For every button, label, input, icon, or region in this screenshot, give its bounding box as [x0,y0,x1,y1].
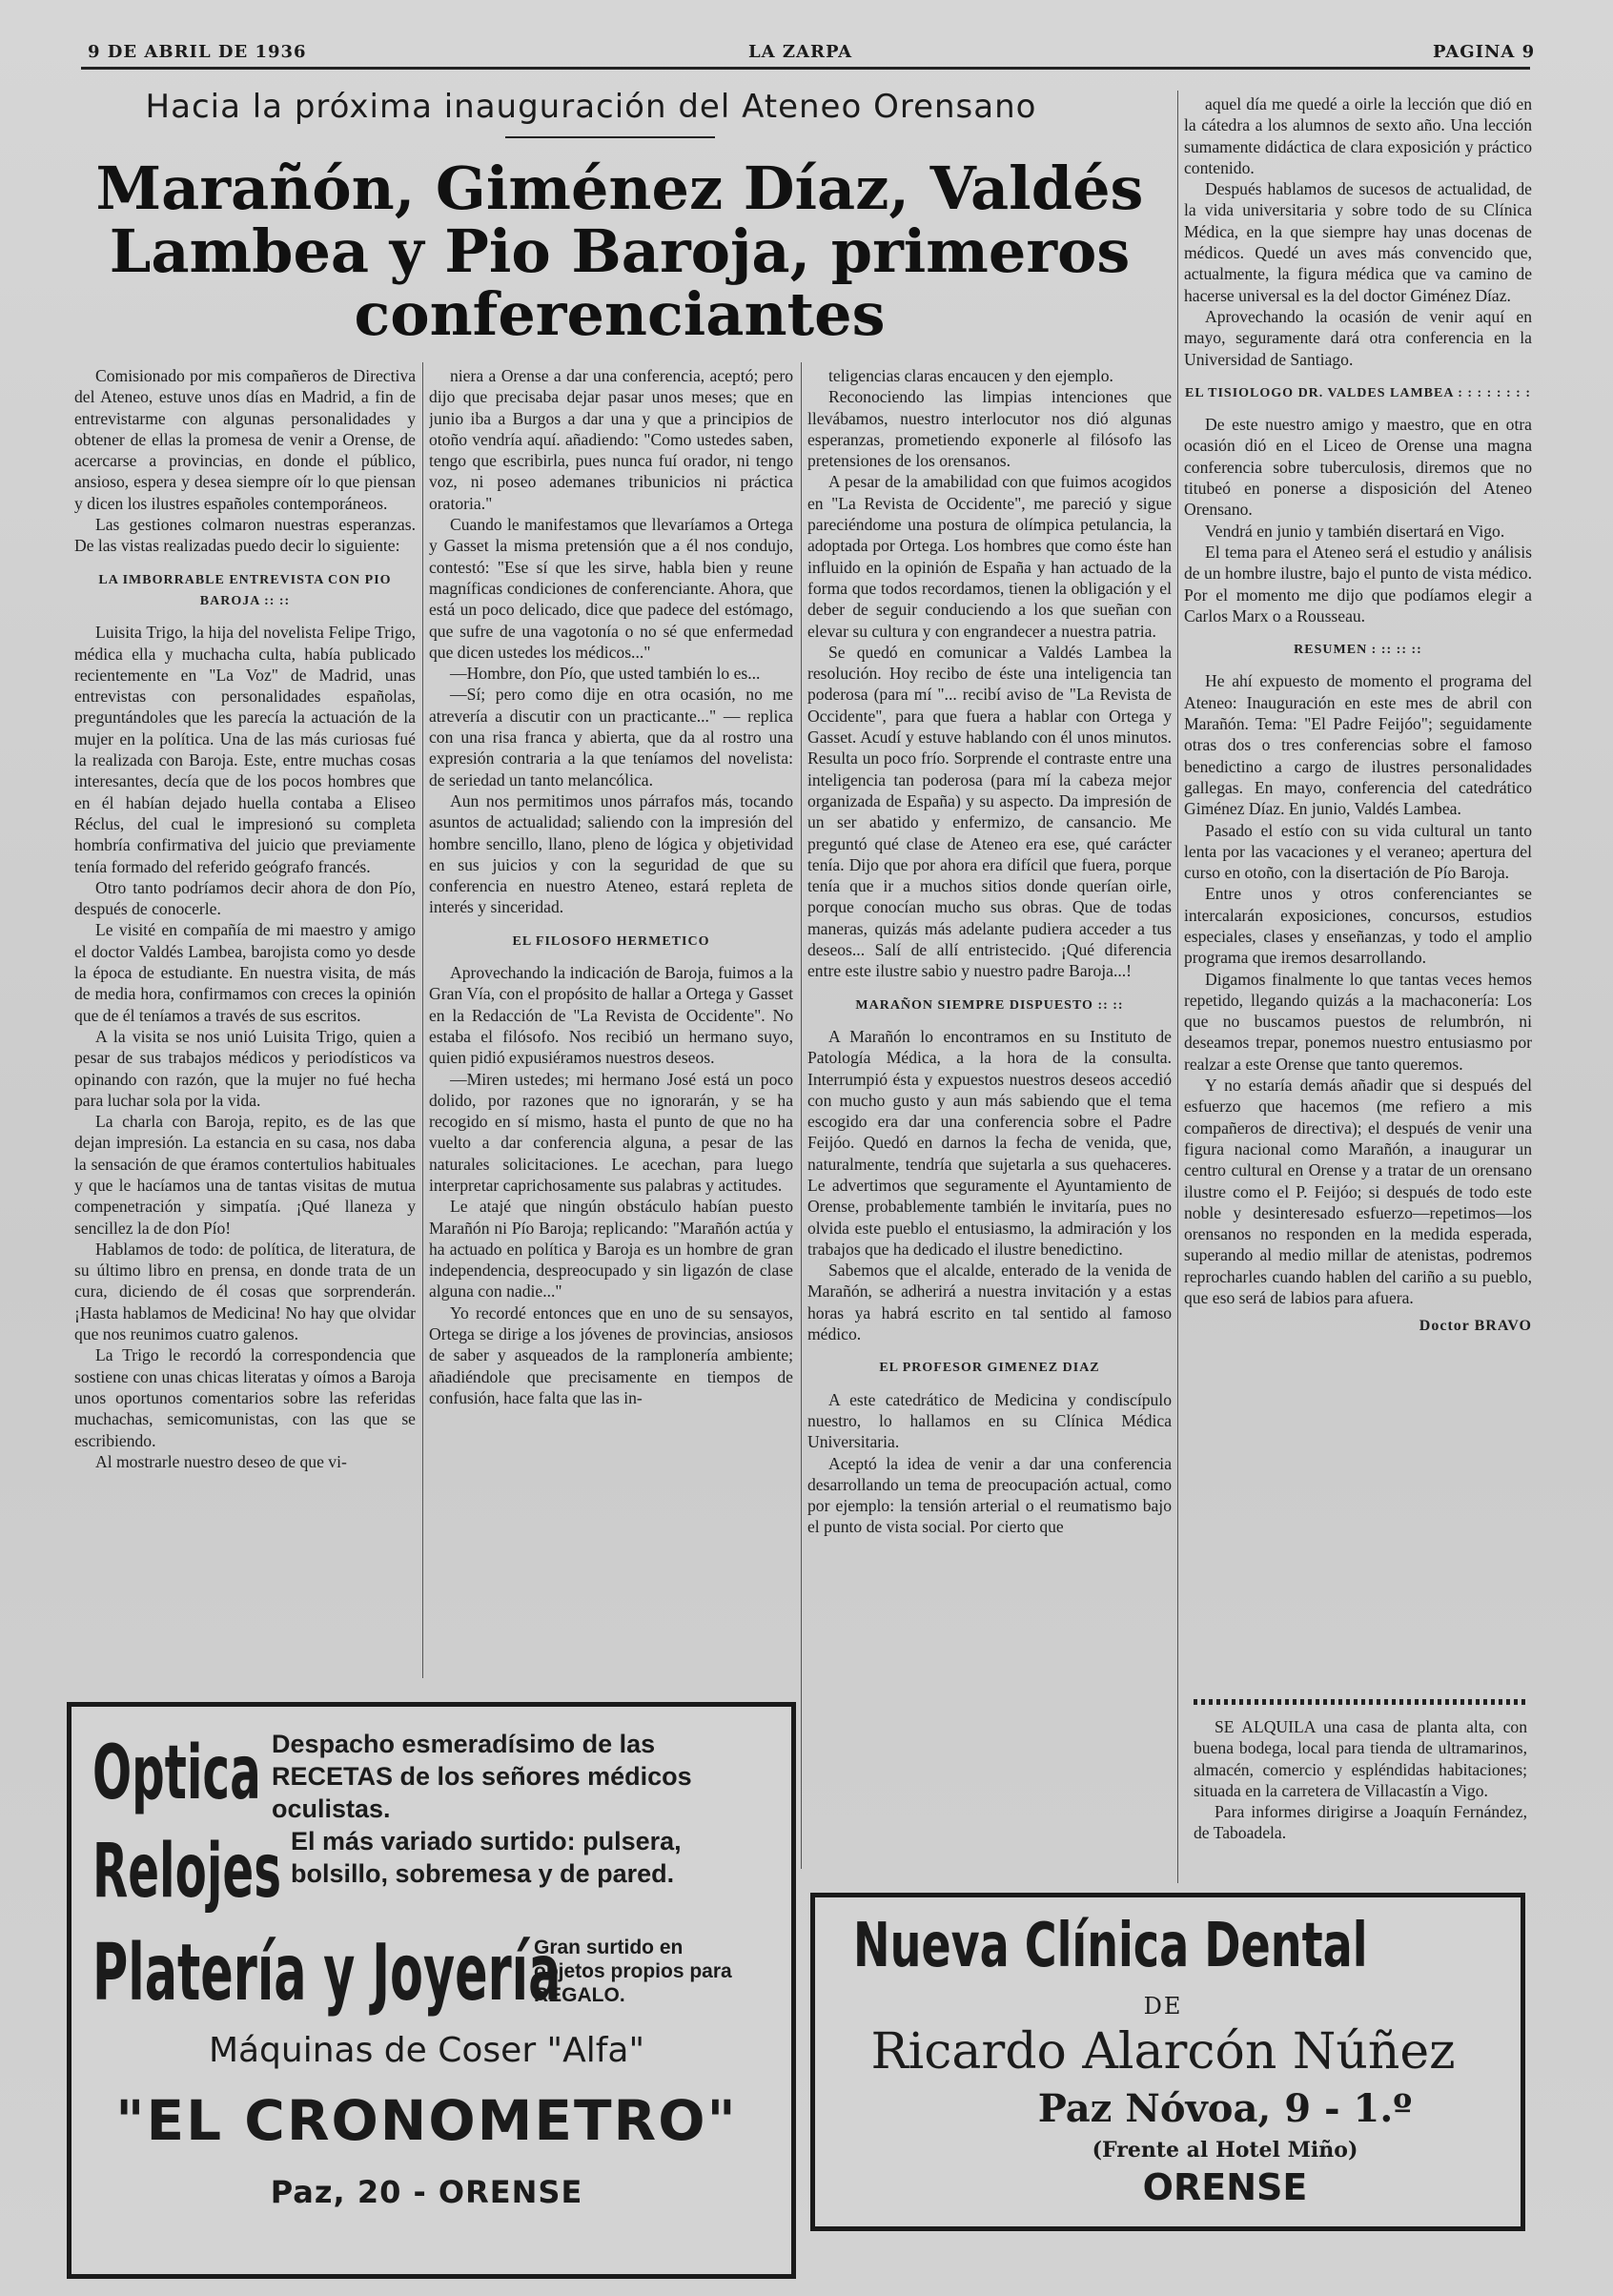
subheading-filosofo: EL FILOSOFO HERMETICO [512,933,710,949]
paragraph: Cuando le manifestamos que llevaríamos a Ortega y Gasset la misma pretensión que a él nos condujo, contestó: "Ese sí que les sirve, habla bien y reune magníficas condiciones de conferenciante. Ahora, que está un poco delicado, dice que padece del estómago, que sufre de una vagotonía o no sé que enfermedad que dicen ustedes los médicos..." [429,515,793,662]
ad-brand-name: "EL CRONOMETRO" [115,2088,738,2153]
ad-plateria-text: Gran surtido en objetos propios para REGALO. [534,1937,732,2006]
paragraph: niera a Orense a dar una conferencia, aceptó; pero dijo que precisaba dejar pasar unos meses; que en junio iba a Burgos a dar una y que a principios de otoño vendría aquí. añadiendo: "Como ustedes saben, tengo que escribirla, pues nunca fuí orador, ni tengo voz, ni poseo ademanes tribunicios ni práctica oratoria." [429,366,793,513]
paragraph: A la visita se nos unió Luisita Trigo, quien a pesar de sus trabajos médicos y periodísticos va opinando con razón, que la mujer no fué hecha para luchar sola por la vida. [74,1026,416,1110]
ad-dental-note: (Frente al Hotel Miño) [1092,2138,1358,2163]
paragraph: —Hombre, don Pío, que usted también lo es... [450,664,761,684]
paragraph: —Miren ustedes; mi hermano José está un poco dolido, por razones que no ignorarán, y se ha recogido en sí mismo, hasta el punto de que no ha vuelto a dar conferencia alguna, a pesar de las naturales solicitaciones. Le acechan, para luego interpretar caprichosamente sus palabras y actitudes. [429,1069,793,1195]
article-column-1 [74,365,416,1683]
paragraph: Aprovechando la ocasión de venir aquí en mayo, seguramente dará otra conferencia en la Universidad de Santiago. [1184,306,1532,369]
paragraph: Comisionado por mis compañeros de Directiva del Ateneo, estuve unos días en Madrid, a fin de entrevistarme con algunas personalidades y obtener de ellas la promesa de venir a Orense, de acercarse a provincias, en donde el público, ansioso, espera y desea siempre oír lo que piensan y dicen los ilustres españoles contemporáneos. [74,366,416,513]
classified-text: SE ALQUILA una casa de planta alta, con buena bodega, local para tienda de ultramarinos, almacén, comercio y espléndidas habitaciones; situada en la carretera de Villacastín a Vigo. [1194,1717,1527,1800]
column-divider [1177,91,1178,1883]
classified-ad [1194,1716,1527,1859]
header-date: 9 DE ABRIL DE 1936 [88,42,307,62]
paragraph: Reconociendo las limpias intenciones que llevábamos, nuestro interlocutor nos dió algunas esperanzas, prometiendo exponerle al filósofo las pretensiones de los orensanos. [807,387,1172,471]
classified-rule [1194,1699,1527,1705]
article-headline: Marañón, Giménez Díaz, Valdés Lambea y Pio Baroja, primeros conferenciantes [95,154,1144,349]
ad-address: Paz, 20 - ORENSE [270,2174,583,2210]
classified-contact: Para informes dirigirse a Joaquín Fernández, de Taboadela. [1194,1802,1527,1843]
paragraph: —Sí; pero como dije en otra ocasión, no me atrevería a discutir con un practicante..." — replica con una risa franca y abierta, que da al rostro una expresión contraria a la que teníamos del novelista: de seriedad un tanto melancólica. [429,685,793,789]
paragraph: Le visité en compañía de mi maestro y amigo el doctor Valdés Lambea, barojista como yo desde la época de estudiante. En nuestra visita, de más de media hora, confirmamos con creces la opinión que de él teníamos a través de sus escritos. [74,920,416,1025]
header-rule [81,67,1530,70]
paragraph: A pesar de la amabilidad con que fuimos acogidos en "La Revista de Occidente", me pareció y sigue pareciéndome una postura de olímpica petulancia, la adoptada por Ortega. Los hombres que como éste han influido en la opinión de España y han actuado de la forma que todos recordamos, tienen la obligación y el deber de seguir conduciendo a los que sueñan con elevar su cultura y con engrandecer a nuestra patria. [807,472,1172,641]
paragraph: Yo recordé entonces que en uno de su sensayos, Ortega se dirige a los jóvenes de provincias, ansiosos de saber y asqueados de la ramplonería ambiente; añadiéndole que precisamente en tiempos de confusión, hace falta que las in- [429,1302,793,1407]
paragraph: aquel día me quedé a oirle la lección que dió en la cátedra a los alumnos de sexto año. Una lección sumamente didáctica de clara exposición y práctico contenido. [1184,94,1532,177]
paragraph: Vendrá en junio y también disertará en Vigo. [1205,521,1505,541]
paragraph: De este nuestro amigo y maestro, que en otra ocasión dió en el Liceo de Orense una magna conferencia sobre tuberculosis, diremos que no titubeó en ponerse a disposición del Ateneo Orensano. [1184,415,1532,520]
ad-clinica-dental [810,1893,1525,2231]
ad-plateria-word: Platería y Joyería [92,1928,561,2019]
ad-maquinas-coser: Máquinas de Coser "Alfa" [208,2031,645,2070]
ad-dental-address: Paz Nóvoa, 9 - 1.º [1037,2086,1413,2131]
column-divider [801,362,802,1869]
paragraph: Después hablamos de sucesos de actualidad, de la vida universitaria y sobre todo de su Clínica Médica, en la que siempre hay unas docenas de médicos. Quedé un aves más convencido que, actualmente, la figura médica que va camino de hacerse universal es la del doctor Giménez Díaz. [1184,179,1532,305]
header-page-number: PAGINA 9 [1433,42,1536,62]
paragraph: He ahí expuesto de momento el programa del Ateneo: Inauguración en este mes de abril con Marañón. Tema: "El Padre Feijóo"; seguidamente otras dos o tres conferencias sobre el famoso benedictino a cargo de ilustres personalidades gallegas. En mayo, conferencia del catedrático Giménez Díaz. En junio, Valdés Lambea. [1184,671,1532,819]
paragraph: Le atajé que ningún obstáculo habían puesto Marañón ni Pío Baroja; replicando: "Marañón actúa y ha actuado en política y Baroja es un hombre de gran independencia, despreocupado y sin ligazón de clase alguna con nadie..." [429,1197,793,1302]
paragraph: Digamos finalmente lo que tantas veces hemos repetido, llegando quizás a la machaconería: Los que no buscamos puestos de relumbrón, ni deseamos trepar, ponemos nuestro entusiasmo por realzar a este Orense que tanto queremos. [1184,969,1532,1074]
paragraph: Otro tanto podríamos decir ahora de don Pío, después de conocerle. [74,877,416,919]
ad-relojes-text: El más variado surtido: pulsera, bolsillo, sobremesa y de pared. [291,1827,682,1888]
subheading-gimenez-diaz: EL PROFESOR GIMENEZ DIAZ [879,1361,1100,1376]
ad-optica-word: Optica [92,1731,261,1816]
paragraph: Entre unos y otros conferenciantes se intercalarán exposiciones, concursos, estudios especiales, clases y enseñanzas, y todo el amplio programa que iremos desarrollando. [1184,884,1532,968]
ad-dental-de: DE [1143,1993,1183,2019]
paragraph: La Trigo le recordó la correspondencia que sostiene con unas chicas literatas y oímos a Baroja unos oportunos comentarios sobre las referidas muchachas, semicomunistas, con las que se escribiendo. [74,1345,416,1450]
paragraph: Se quedó en comunicar a Valdés Lambea la resolución. Hoy recibo de éste una inteligencia tan poderosa (para mí "... recibí aviso de "La Revista de Occidente", para que fuera a hablar con Ortega y Gasset. Acudí y estuve hablando con él unos minutos. Resulta un poco frío. Sorprende el contraste entre una inteligencia tan poderosa (para mí la cabeza mejor organizada de España) y su aspecto. Da impresión de un ser abatido y enfermizo, de cansancio. Me preguntó qué clase de Ateneo era ese, qué carácter tenía. Dijo que por ahora era difícil que fuera, porque tenía que ir a muchos sitios donde querían oirle, porque conocían mucho sus obras. Que de todas maneras, quizás más adelante pudiera acceder a tus deseos... Salí de allí entristecido. ¡Qué diferencia entre este ilustre sabio y nuestro padre Baroja...! [807,642,1172,981]
subheading-resumen: RESUMEN : :: :: :: [1294,643,1422,658]
ad-dental-title: Nueva Clínica Dental [853,1911,1368,1981]
article-signature: Doctor BRAVO [1419,1318,1532,1335]
ad-dental-name: Ricardo Alarcón Núñez [870,2023,1456,2081]
subheading-valdes-lambea: EL TISIOLOGO DR. VALDES LAMBEA : : : : : : : : [1185,385,1531,400]
paragraph: Pasado el estío con su vida cultural un tanto lenta por las vacaciones y el veraneo; apertura del curso en otoño, con la disertación de Pío Baroja. [1184,820,1532,883]
paragraph: Las gestiones colmaron nuestras esperanzas. De las vistas realizadas puedo decir lo siguiente: [74,515,416,556]
paragraph: Y no estaría demás añadir que si después del esfuerzo que hacemos (me refiero a mis compañeros de directiva); el después de venir una figura nacional como Marañón, a inaugurar un centro cultural en Orense y a tratar de un orensano ilustre como el P. Feijóo; si después de todo este noble y desinteresado esfuerzo—repetimos—los orensanos no responden en la medida esperada, superando al medio millar de atenistas, podremos reprocharles cuando hablen del cariño a su pueblo, que eso será de labios para afuera. [1184,1076,1532,1308]
paragraph: El tema para el Ateneo será el estudio y análisis de un hombre ilustre, bajo el punto de vista médico. Por el momento me dijo que podíamos elegir a Carlos Marx o a Rousseau. [1184,542,1532,625]
col1-intro [74,365,416,557]
column-divider [422,362,423,1678]
ad-el-cronometro [67,1702,796,2279]
article-column-3 [807,365,1172,1872]
paragraph: A Marañón lo encontramos en su Instituto de Patología Médica, a la hora de la consulta. Interrumpió ésta y expuestos nuestros deseos accedió con mucho gusto y aun más sabiendo que el tema escogido era dar una conferencia sobre el Padre Feijóo. Quedó en darnos la fecha de venida, que, naturalmente, tendría que sujetarla a sus quehaceres. Le advertimos que seguramente el Ayuntamiento de Orense, probablemente también le invitaría, pues no olvida este pueblo el entusiasmo, la admiración y los trabajos que ha dedicado el ilustre benedictino. [807,1026,1172,1259]
paragraph: Sabemos que el alcalde, enterado de la venida de Marañón, se adherirá a nuestra invitación y a estas horas ya habrá escrito en tal sentido al famoso médico. [807,1261,1172,1344]
header-paper-name: LA ZARPA [748,42,853,62]
paragraph: Luisita Trigo, la hija del novelista Felipe Trigo, médica ella y muchacha culta, había publicado recientemente en "La Voz" de Madrid, unas entrevistas con personalidades españolas, preguntándoles que les parecía la actuación de la mujer en la política. Una de las más curiosas fué la realizada con Baroja. Este, entre muchas cosas interesantes, decía que de los pocos hombres que en él habían dejado huella contaba a Eliseo Réclus, del cual le impresionó su completa hombría confirmativa del juicio que previamente tenía formado del referido geógrafo francés. [74,623,416,876]
paragraph: Al mostrarle nuestro deseo de que vi- [95,1451,347,1471]
paragraph: A este catedrático de Medicina y condiscípulo nuestro, lo hallamos en su Clínica Médica Universitaria. [807,1389,1172,1452]
paragraph: Hablamos de todo: de política, de literatura, de su último libro en prensa, en donde trata de un cura, diciendo de él cosas que sorprenderán. ¡Hasta hablamos de Medicina! No hay que olvidar que nos reunimos cuatro galenos. [74,1239,416,1344]
article-column-2 [429,365,793,1683]
ad-dental-city: ORENSE [1142,2166,1308,2208]
subheading-maranon: MARAÑON SIEMPRE DISPUESTO :: :: [855,997,1124,1013]
article-kicker: Hacia la próxima inauguración del Ateneo Orensano [145,88,1037,126]
subheading-baroja: LA IMBORRABLE ENTREVISTA CON PIO BAROJA :: :: [98,572,392,608]
col1-body [74,622,416,1472]
ad-optica-text: Despacho esmeradísimo de las RECETAS de los señores médicos oculistas. [272,1730,692,1823]
paragraph: La charla con Baroja, repito, es de las que dejan impresión. La estancia en su casa, nos daba la sensación de que éramos contertulios habituales y que le hacíamos una de tantas visitas de mutua compenetración y simpatía. ¡Qué llaneza y sencillez la de don Pío! [74,1112,416,1238]
article-column-4 [1184,93,1532,1705]
ad-relojes-word: Relojes [92,1829,282,1915]
paragraph: Aceptó la idea de venir a dar una conferencia desarrollando un tema de preocupación actual, como por ejemplo: la tensión arterial o el reumatismo bajo el punto de vista social. Por cierto que [807,1453,1172,1537]
kicker-rule [505,136,715,138]
paragraph: Aun nos permitimos unos párrafos más, tocando asuntos de actualidad; saliendo con la impresión del hombre sencillo, llano, pleno de lógica y objetividad en sus juicios y con la seguridad de que su conferencia en nuestro Ateneo, estará repleta de interés y sinceridad. [429,790,793,917]
paragraph: Aprovechando la indicación de Baroja, fuimos a la Gran Vía, con el propósito de hallar a Ortega y Gasset en la Redacción de "La Revista de Occidente". No estaba el filósofo. Nos recibió un hermano suyo, quien pidió expusiéramos nuestros deseos. [429,963,793,1068]
paragraph: teligencias claras encaucen y den ejemplo. [828,366,1113,385]
